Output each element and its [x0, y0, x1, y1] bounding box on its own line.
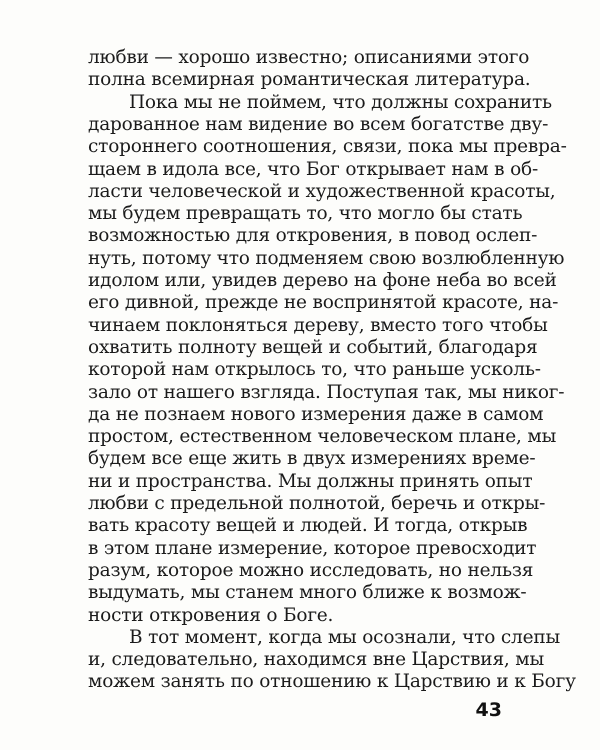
text-line: любви с предельной полнотой, беречь и откры- — [88, 493, 546, 514]
text-line: да не познаем нового измерения даже в самом — [88, 403, 544, 425]
text-line: возможностью для откровения, в повод ослеп- — [88, 225, 538, 247]
paragraph-start-line: Пока мы не поймем, что должны сохранить — [129, 91, 552, 113]
text-line: которой нам открылось то, что раньше усколь- — [88, 359, 541, 381]
text-line: дарованное нам видение во всем богатстве дву- — [88, 113, 549, 135]
text-line: охватить полноту вещей и событий, благодаря — [88, 336, 538, 358]
text-line: выдумать, мы станем много ближе к возмож- — [88, 582, 527, 604]
text-line: идолом или, увидев дерево на фоне неба во всей — [88, 270, 557, 291]
text-line: полна всемирная романтическая литература. — [88, 69, 531, 91]
text-line: разум, которое можно исследовать, но нельзя — [88, 559, 534, 581]
text-line: и, следовательно, находимся вне Царствия, мы — [88, 649, 544, 671]
text-line: простом, естественном человеческом плане, мы — [88, 426, 557, 448]
text-line: будем все еще жить в двух измерениях време- — [88, 448, 536, 470]
text-line: щаем в идола все, что Бог открывает нам в об- — [88, 158, 539, 180]
text-line: в этом плане измерение, которое превосходит — [88, 537, 537, 559]
text-line: зало от нашего взгляда. Поступая так, мы никог- — [88, 381, 565, 403]
text-line: нуть, потому что подменяем свою возлюбленную — [88, 247, 565, 269]
text-line: можем занять по отношению к Царствию и к Богу — [88, 671, 576, 693]
text-line: его дивной, прежде не воспринятой красоте, на- — [88, 292, 559, 314]
text-line: вать красоту вещей и людей. И тогда, открыв — [88, 515, 528, 537]
text-line: любви — хорошо известно; описаниями этого — [88, 47, 530, 68]
paragraph-start-line: В тот момент, когда мы осознали, что слепы — [129, 626, 560, 648]
text-line: ни и пространства. Мы должны принять опыт — [88, 470, 533, 492]
text-line: ласти человеческой и художественной красоты, — [88, 180, 556, 202]
text-line: ности откровения о Боге. — [88, 604, 334, 626]
text-line: стороннего соотношения, связи, пока мы превра- — [88, 136, 567, 158]
text-line: чинаем поклоняться дереву, вместо того чтобы — [88, 314, 548, 336]
text-line: мы будем превращать то, что могло бы стать — [88, 203, 523, 225]
page-number: 43 — [475, 698, 502, 721]
